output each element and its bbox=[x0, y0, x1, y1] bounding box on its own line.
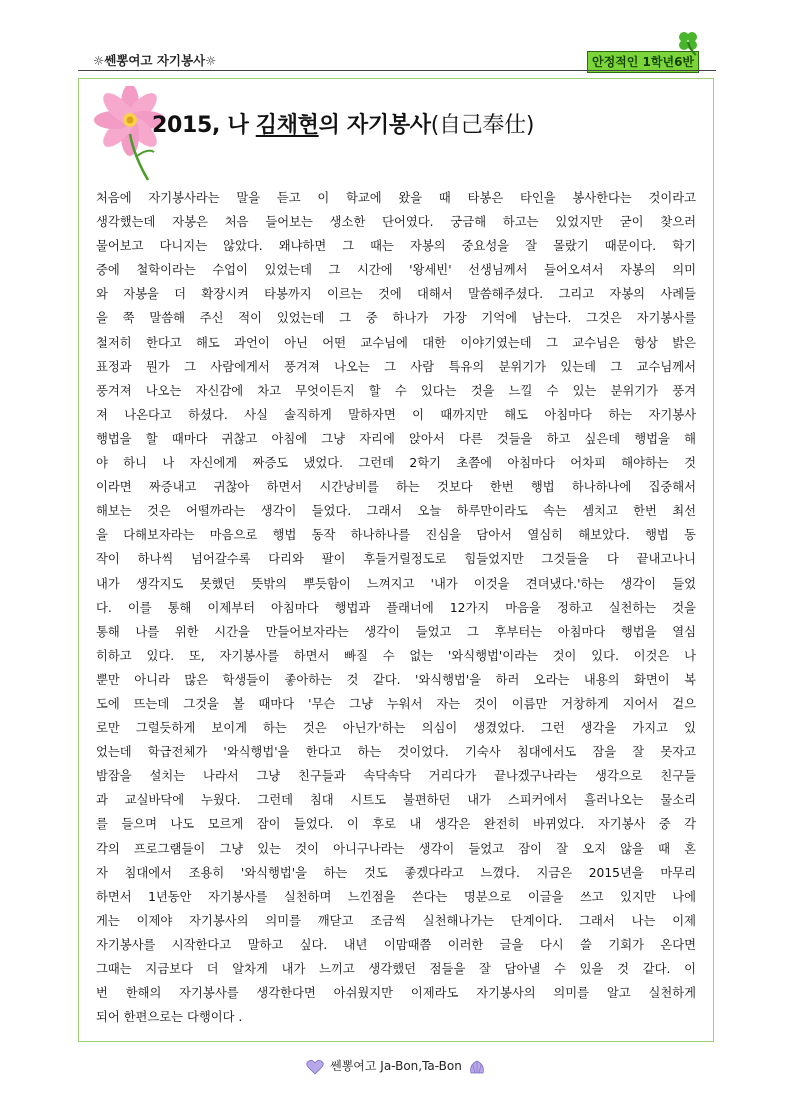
page-title bbox=[152, 108, 534, 139]
body-line: 중에 철학이라는 수업이 있었는데 그 시간에 '왕세빈' 선생님께서 들어오셔서 자봉의 의미 bbox=[96, 263, 696, 278]
title-author-name: 김채현 bbox=[255, 113, 319, 138]
body-line: 통해 나를 위한 시간을 만들어보자라는 생각이 들었고 그 후부터는 아침마다 행법을 열심 bbox=[96, 624, 696, 639]
body-line: 각의 프로그램들이 그냥 있는 것이 아니구나라는 생각이 들었고 잠이 잘 오지 않을 때 혼 bbox=[96, 841, 696, 856]
essay-body bbox=[96, 186, 696, 1029]
body-line: 과 교실바닥에 누웠다. 그런데 침대 시트도 불편하던 내가 스피커에서 흘러나오는 물소리 bbox=[96, 793, 696, 808]
body-line: 를 들으며 나도 모르게 잠이 들었다. 이 후로 내 생각은 완전히 바뀌었다. 자기봉사 중 각 bbox=[96, 817, 696, 832]
footer-text: 쎈뽕여고 Ja-Bon,Ta-Bon bbox=[330, 1059, 462, 1073]
clover-icon bbox=[674, 28, 702, 56]
footer bbox=[0, 1057, 792, 1075]
body-line: 해보는 것은 어떨까라는 생각이 들었다. 그래서 오늘 하루만이라도 속는 셈치고 한번 최선 bbox=[96, 504, 696, 519]
header-divider bbox=[78, 70, 716, 71]
title-prefix: 2015, 나 bbox=[152, 113, 256, 138]
body-line: 하면서 1년동안 자기봉사를 실천하며 느낀점을 쓴다는 명분으로 이글을 쓰고 있지만 나에 bbox=[96, 889, 696, 904]
body-line: 이라면 짜증내고 귀찮아 하면서 시간낭비를 하는 것보다 한번 행법 하나하나에 집중해서 bbox=[96, 480, 696, 495]
body-line: 다. 이를 통해 이제부터 아침마다 행법과 플래너에 12가지 마음을 정하고 실천하는 것을 bbox=[96, 600, 696, 615]
body-line: 히하고 있다. 또, 자기봉사를 하면서 빠질 수 없는 '와식행법'이라는 것이 있다. 이것은 나 bbox=[96, 648, 696, 663]
body-line: 풍겨져 나오는 자신감에 차고 무엇이든지 할 수 있다는 것을 느낄 수 있는 분위기가 풍겨 bbox=[96, 383, 696, 398]
body-line: 번 한해의 자기봉사를 생각한다면 아쉬웠지만 이제라도 자기봉사의 의미를 알고 실천하게 bbox=[96, 986, 696, 1001]
body-line: 표정과 뭔가 그 사람에게서 풍겨져 나오는 그 사람 특유의 분위기가 있는데 그 교수님께서 bbox=[96, 359, 696, 374]
body-line: 그때는 지금보다 더 알차게 내가 느끼고 생각했던 점들을 잘 담아낼 수 있을 것 같다. 이 bbox=[96, 962, 696, 976]
body-line: 와 자봉을 더 확장시켜 타봉까지 이르는 것에 대해서 말씀해주셨다. 그리고 자봉의 사례들 bbox=[96, 287, 696, 302]
title-suffix: 의 자기봉사 bbox=[318, 113, 431, 138]
body-line: 게는 이제야 자기봉사의 의미를 깨닫고 조금씩 실천해나가는 단계이다. 그래서 나는 이제 bbox=[96, 913, 696, 928]
body-line: 을 쭉 말씀해 주신 적이 있었는데 그 중 하나가 가장 기억에 남는다. 그것은 자기봉사를 bbox=[96, 311, 696, 326]
body-line: 밤잠을 설치는 나라서 그냥 친구들과 속닥속닥 거리다가 끝나겠구나라는 생각으로 친구들 bbox=[96, 769, 696, 784]
body-line: 자기봉사를 시작한다고 말하고 싶다. 내년 이맘때쯤 이러한 글을 다시 쓸 기회가 온다면 bbox=[96, 937, 696, 952]
body-line: 뿐만 아니라 많은 학생들이 좋아하는 것 같다. '와식행법'을 하러 오라는 내용의 화면이 복 bbox=[96, 672, 696, 687]
body-line: 작이 하나씩 넘어갈수록 다리와 팔이 후들거릴정도로 힘들었지만 그것들을 다 끝내고나니 bbox=[96, 552, 696, 567]
body-line: 로만 그럴듯하게 보이게 하는 것은 아닌가'하는 의심이 생겼었다. 그런 생각을 가지고 있 bbox=[96, 721, 696, 736]
body-line: 철저히 한다고 해도 과언이 아닌 어떤 교수님에 대한 이야기였는데 그 교수님은 항상 밝은 bbox=[96, 335, 696, 350]
body-line: 행법을 할 때마다 귀찮고 아침에 그냥 자리에 앉아서 다른 것들을 하고 싶은데 행법을 해 bbox=[96, 431, 696, 446]
body-line: 되어 한편으로는 다행이다 . bbox=[96, 1010, 243, 1025]
body-line: 자 침대에서 조용히 '와식행법'을 하는 것도 좋겠다라고 느꼈다. 지금은 2015년을 마무리 bbox=[96, 865, 696, 880]
heart-icon bbox=[306, 1059, 324, 1075]
body-line: 도에 뜨는데 그것을 볼 때마다 '무슨 그냥 누워서 자는 것이 이름만 거창하게 지어서 겉으 bbox=[96, 696, 696, 711]
body-line: 었는데 학급전체가 '와식행법'을 한다고 하는 것이었다. 기숙사 침대에서도 잠을 잘 못자고 bbox=[96, 745, 696, 760]
title-hanja: (自己奉仕) bbox=[430, 113, 535, 138]
body-line: 을 다해보자라는 마음으로 행법 동작 하나하나를 진심을 담아서 열심히 해보았다. 행법 동 bbox=[96, 528, 696, 543]
body-line: 물어보고 다니지는 않았다. 왜냐하면 그 때는 자봉의 중요성을 잘 몰랐기 때문이다. 학기 bbox=[96, 239, 696, 254]
body-line: 져 나온다고 하셨다. 사실 솔직하게 말하자면 이 때까지만 해도 아침마다 하는 자기봉사 bbox=[96, 407, 696, 422]
body-line: 내가 생각지도 못했던 뜻밖의 뿌듯함이 느껴지고 '내가 이것을 견뎌냈다.'하는 생각이 들었 bbox=[96, 576, 696, 591]
header-left-label: ☼쎈뽕여고 자기봉사☼ bbox=[93, 53, 217, 68]
header-class-badge: 안정적인 1학년6반 bbox=[587, 51, 699, 73]
body-line: 처음에 자기봉사라는 말을 듣고 이 학교에 왔을 때 타봉은 타인을 봉사한다는 것이라고 bbox=[96, 191, 696, 205]
shell-icon bbox=[468, 1059, 486, 1075]
body-line: 야 하니 나 자신에게 짜증도 냈었다. 그런데 2학기 초쯤에 아침마다 어차피 해야하는 것 bbox=[96, 456, 696, 471]
body-line: 생각했는데 자봉은 처음 들어보는 생소한 단어였다. 궁금해 하고는 있었지만 굳이 찾으러 bbox=[96, 215, 696, 230]
